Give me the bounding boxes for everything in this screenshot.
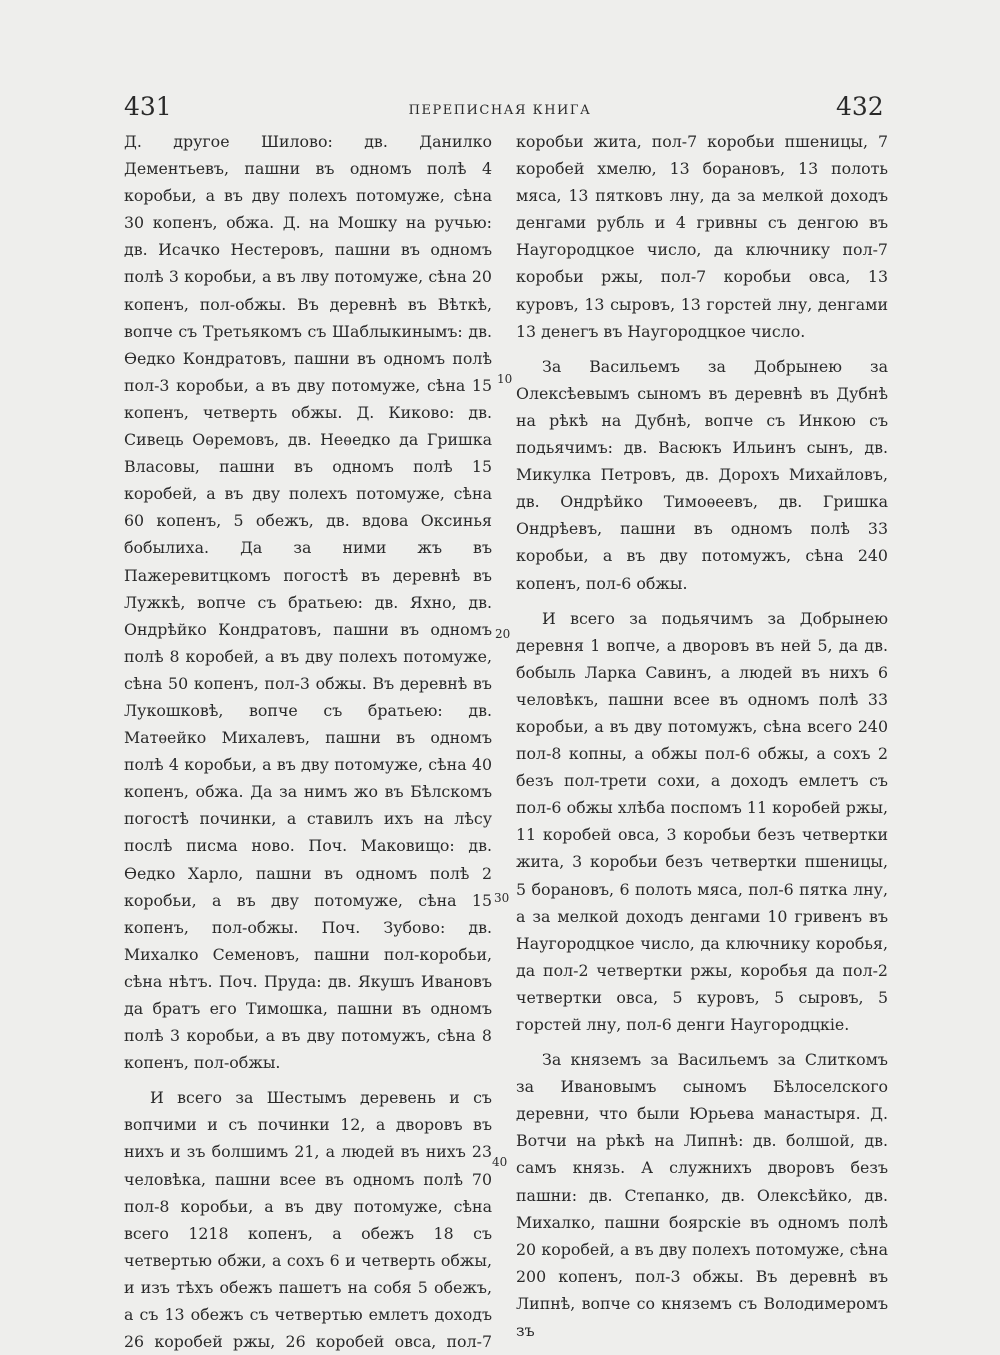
- paragraph: Д. другое Шилово: дв. Данилко Дементьевъ, пашни въ одномъ полѣ 4 коробьи, а въ дву полехъ потомуже, сѣна 30 копенъ, обжа. Д. на Мошку на ручью: дв. Исачко Нестеровъ, пашни въ одномъ полѣ 3 коробьи, а въ лву потомуже, сѣна 20 копенъ, пол-обжы. Въ деревнѣ въ Вѣткѣ, вопче съ Третьякомъ съ Шаблыкинымъ: дв. Ѳедко Кондратовъ, пашни въ одномъ полѣ пол-3 коробьи, а въ дву потомуже, сѣна 15 копенъ, четверть обжы. Д. Киково: дв. Сивець Оѳремовъ, дв. Неѳедко да Гришка Власовы, пашни въ одномъ полѣ 15 коробей, а въ дву полехъ потомуже, сѣна 60 копенъ, 5 обежъ, дв. вдова Оксинья бобылиха. Да за ними жъ въ Пажеревитцкомъ погостѣ въ деревнѣ въ Лужкѣ, вопче съ братьею: дв. Яхно, дв. Ондрѣйко Кондратовъ, пашни въ одномъ полѣ 8 коробей, а въ дву полехъ потомуже, сѣна 50 копенъ, пол-3 обжы. Въ деревнѣ въ Лукошковѣ, вопче съ братьею: дв. Матѳейко Михалевъ, пашни въ одномъ полѣ 4 коробьи, а въ дву потомуже, сѣна 40 копенъ, обжа. Да за нимъ жо въ Бѣлскомъ погостѣ починки, а ставилъ ихъ на лѣсу послѣ писма ново. Поч. Маковищо: дв. Ѳедко Харло, пашни въ одномъ полѣ 2 коробьи, а въ дву потомуже, сѣна 15 копенъ, пол-обжы. Поч. Зубово: дв. Михалко Семеновъ, пашни пол-коробьи, сѣна нѣтъ. Поч. Пруда: дв. Якушъ Ивановъ да братъ его Тимошка, пашни въ одномъ полѣ 3 коробьи, а въ дву потомужъ, сѣна 8 копенъ, пол-обжы.: [124, 132, 492, 1073]
- running-head-title: ПЕРЕПИСНАЯ КНИГА: [408, 103, 592, 118]
- paragraph: За Васильемъ за Добрынею за Олексѣевымъ сыномъ въ деревнѣ въ Дубнѣ на рѣкѣ на Дубнѣ, вопче съ Инкою съ подьячимъ: дв. Васюкъ Ильинъ сынъ, дв. Микулка Петровъ, дв. Дорохъ Михайловъ, дв. Ондрѣйко Тимоѳеевъ, дв. Гришка Ондрѣевъ, пашни въ одномъ полѣ 33 коробьи, а въ дву потомужъ, сѣна 240 копенъ, пол-6 обжы.: [516, 356, 888, 593]
- line-number: 40: [492, 1155, 508, 1169]
- line-number: 30: [494, 891, 510, 905]
- paragraph: И всего за Шестымъ деревень и съ вопчими и съ починки 12, а дворовъ въ нихъ и зъ болшимъ 21, а людей въ нихъ 23 человѣка, пашни всее въ одномъ полѣ 70 пол-8 коробьи, а въ дву потомуже, сѣна всего 1218 копенъ, а обежъ 18 съ четвертью обжи, а сохъ 6 и четверть обжы, и изъ тѣхъ обежъ пашетъ на собя 5 обежъ, а съ 13 обежъ съ четвертью емлетъ доходъ 26 коробей ржы, 26 коробей овса, пол-7: [124, 1088, 492, 1352]
- paragraph: За княземъ за Васильемъ за Слиткомъ за Ивановымъ сыномъ Бѣлоселского деревни, что были Юрьева манастыря. Д. Вотчи на рѣкѣ на Липнѣ: дв. болшой, дв. самъ князь. А служнихъ дворовъ безъ пашни: дв. Степанко, дв. Олексѣйко, дв. Михалко, пашни боярскіе въ одномъ полѣ 20 коробей, а въ дву полехъ потомуже, сѣна 200 копенъ, пол-3 обжы. Въ деревнѣ въ Липнѣ, вопче со княземъ съ Володимеромъ зъ: [516, 1050, 888, 1341]
- left-text-column: [124, 128, 492, 1355]
- paragraph: коробьи жита, пол-7 коробьи пшеницы, 7 коробей хмелю, 13 борановъ, 13 полоть мяса, 13 пятковъ лну, да за мелкой доходъ денгами рубль и 4 гривны съ денгою въ Наугородцкое число, да ключнику пол-7 коробьи ржы, пол-7 коробьи овса, 13 куровъ, 13 сыровъ, 13 горстей лну, денгами 13 денегъ въ Наугородцкое число.: [516, 132, 888, 341]
- left-page-number: 431: [124, 92, 172, 121]
- line-number: 20: [495, 627, 511, 641]
- right-page-number: 432: [836, 92, 884, 121]
- right-text-column: [516, 128, 888, 1344]
- paragraph: И всего за подьячимъ за Добрынею деревня 1 вопче, а дворовъ въ ней 5, да дв. бобыль Ларка Савинъ, а людей въ нихъ 6 человѣкъ, пашни всее въ одномъ полѣ 33 коробьи, а въ дву потомужъ, сѣна всего 240 пол-8 копны, а обжы пол-6 обжы, а сохъ 2 безъ пол-трети сохи, а доходъ емлетъ съ пол-6 обжы хлѣба поспомъ 11 коробей ржы, 11 коробей овса, 3 коробьи безъ четвертки жита, 3 коробьи безъ четвертки пшеницы, 5 борановъ, 6 полоть мяса, пол-6 пятка лну, а за мелкой доходъ денгами 10 гривенъ въ Наугородцкое число, да ключнику коробья, да пол-2 четвертки ржы, коробья да пол-2 четвертки овса, 5 куровъ, 5 сыровъ, 5 горстей лну, пол-6 денги Наугородцкіе.: [516, 608, 888, 1034]
- line-number: 10: [497, 372, 513, 386]
